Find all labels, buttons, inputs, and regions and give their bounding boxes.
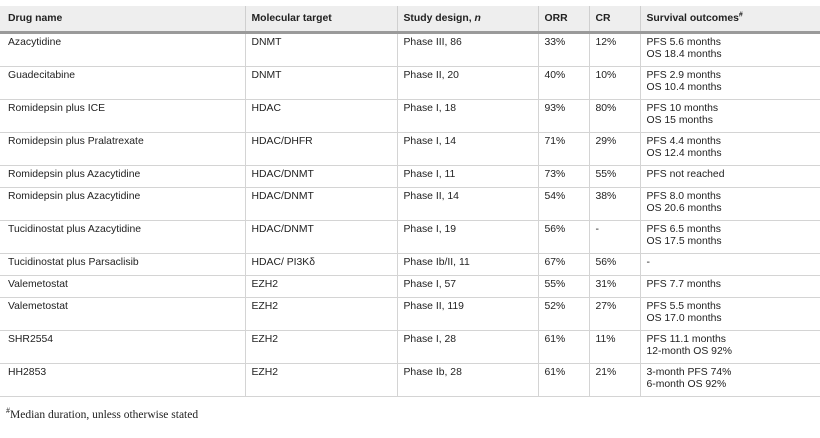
cell-orr: 71%	[538, 133, 589, 166]
survival-line-1: PFS 5.5 months	[646, 301, 722, 312]
cell-orr: 56%	[538, 221, 589, 254]
table-row	[0, 67, 820, 100]
survival-line-1: PFS 11.1 months	[646, 334, 727, 345]
cell-target: HDAC/ PI3Kδ	[245, 254, 397, 276]
cell-cr: 10%	[589, 67, 640, 100]
cell-design: Phase III, 86	[397, 33, 538, 67]
table-row	[0, 133, 820, 166]
cell-design: Phase I, 57	[397, 276, 538, 298]
header-study-design	[397, 6, 538, 33]
cell-survival	[640, 188, 820, 221]
cell-survival	[640, 276, 820, 298]
survival-line-2: OS 20.6 months	[646, 203, 722, 214]
cell-survival	[640, 166, 820, 188]
cell-survival	[640, 331, 820, 364]
survival-line-2: OS 10.4 months	[646, 82, 722, 93]
cell-cr: -	[589, 221, 640, 254]
cell-survival	[640, 67, 820, 100]
survival-line-1: PFS 4.4 months	[646, 136, 722, 147]
cell-orr: 55%	[538, 276, 589, 298]
cell-orr: 67%	[538, 254, 589, 276]
cell-cr: 11%	[589, 331, 640, 364]
cell-design: Phase I, 19	[397, 221, 538, 254]
survival-line-1: PFS 10 months	[646, 103, 719, 114]
table-row	[0, 33, 820, 67]
table-footnote	[6, 406, 198, 421]
table-header-row	[0, 6, 820, 33]
survival-line-1: -	[646, 257, 650, 268]
survival-line-2: OS 17.5 months	[646, 236, 722, 247]
header-study-design-n: n	[474, 13, 481, 24]
cell-design: Phase I, 14	[397, 133, 538, 166]
cell-target: DNMT	[245, 67, 397, 100]
cell-orr: 54%	[538, 188, 589, 221]
cell-design: Phase I, 18	[397, 100, 538, 133]
table-row	[0, 298, 820, 331]
cell-drug: Valemetostat	[0, 276, 245, 298]
cell-orr: 61%	[538, 331, 589, 364]
cell-drug: Romidepsin plus Azacytidine	[0, 166, 245, 188]
cell-cr: 27%	[589, 298, 640, 331]
survival-line-1: PFS not reached	[646, 169, 725, 180]
cell-design: Phase Ib, 28	[397, 364, 538, 397]
survival-line-1: PFS 7.7 months	[646, 279, 722, 290]
cell-target: EZH2	[245, 276, 397, 298]
cell-drug: Tucidinostat plus Azacytidine	[0, 221, 245, 254]
cell-drug: Guadecitabine	[0, 67, 245, 100]
table-body	[0, 33, 820, 397]
cell-design: Phase II, 20	[397, 67, 538, 100]
drug-outcomes-table	[0, 6, 820, 397]
cell-survival	[640, 33, 820, 67]
cell-drug: Tucidinostat plus Parsaclisib	[0, 254, 245, 276]
cell-target: EZH2	[245, 298, 397, 331]
header-survival-outcomes-label: Survival outcomes	[646, 13, 739, 24]
survival-line-1: 3-month PFS 74%	[646, 367, 732, 378]
footnote-mark: #	[6, 406, 10, 415]
cell-cr: 31%	[589, 276, 640, 298]
table-row	[0, 188, 820, 221]
cell-drug: SHR2554	[0, 331, 245, 364]
survival-line-2: OS 15 months	[646, 115, 713, 126]
cell-target: HDAC/DNMT	[245, 166, 397, 188]
cell-orr: 33%	[538, 33, 589, 67]
header-cr: CR	[589, 6, 640, 33]
cell-orr: 93%	[538, 100, 589, 133]
cell-cr: 80%	[589, 100, 640, 133]
cell-target: EZH2	[245, 331, 397, 364]
cell-target: HDAC/DHFR	[245, 133, 397, 166]
cell-survival	[640, 364, 820, 397]
table-row	[0, 166, 820, 188]
cell-cr: 38%	[589, 188, 640, 221]
cell-drug: Valemetostat	[0, 298, 245, 331]
survival-line-2: 12-month OS 92%	[646, 346, 732, 357]
header-orr: ORR	[538, 6, 589, 33]
cell-design: Phase Ib/II, 11	[397, 254, 538, 276]
cell-orr: 73%	[538, 166, 589, 188]
header-drug-name: Drug name	[0, 6, 245, 33]
data-table-container	[0, 6, 820, 397]
survival-line-1: PFS 6.5 months	[646, 224, 722, 235]
survival-line-2: OS 18.4 months	[646, 49, 722, 60]
cell-survival	[640, 100, 820, 133]
survival-line-1: PFS 8.0 months	[646, 191, 722, 202]
cell-survival	[640, 221, 820, 254]
cell-cr: 55%	[589, 166, 640, 188]
cell-target: EZH2	[245, 364, 397, 397]
survival-line-2: 6-month OS 92%	[646, 379, 727, 390]
cell-survival	[640, 133, 820, 166]
table-row	[0, 364, 820, 397]
cell-target: DNMT	[245, 33, 397, 67]
cell-orr: 61%	[538, 364, 589, 397]
header-molecular-target: Molecular target	[245, 6, 397, 33]
cell-drug: HH2853	[0, 364, 245, 397]
cell-design: Phase II, 119	[397, 298, 538, 331]
header-survival-footnote-mark: #	[738, 11, 743, 19]
cell-design: Phase I, 28	[397, 331, 538, 364]
cell-cr: 56%	[589, 254, 640, 276]
table-row	[0, 100, 820, 133]
header-study-design-label: Study design,	[403, 13, 475, 24]
cell-drug: Romidepsin plus ICE	[0, 100, 245, 133]
header-survival-outcomes	[640, 6, 820, 33]
table-row	[0, 221, 820, 254]
cell-drug: Romidepsin plus Azacytidine	[0, 188, 245, 221]
cell-design: Phase II, 14	[397, 188, 538, 221]
footnote-text: Median duration, unless otherwise stated	[10, 408, 199, 421]
cell-target: HDAC/DNMT	[245, 221, 397, 254]
survival-line-1: PFS 2.9 months	[646, 70, 722, 81]
table-row	[0, 254, 820, 276]
cell-target: HDAC/DNMT	[245, 188, 397, 221]
survival-line-2: OS 12.4 months	[646, 148, 722, 159]
cell-cr: 29%	[589, 133, 640, 166]
cell-survival	[640, 298, 820, 331]
cell-design: Phase I, 11	[397, 166, 538, 188]
cell-survival	[640, 254, 820, 276]
cell-orr: 52%	[538, 298, 589, 331]
cell-orr: 40%	[538, 67, 589, 100]
cell-target: HDAC	[245, 100, 397, 133]
cell-drug: Romidepsin plus Pralatrexate	[0, 133, 245, 166]
cell-cr: 21%	[589, 364, 640, 397]
survival-line-1: PFS 5.6 months	[646, 37, 722, 48]
table-row	[0, 276, 820, 298]
table-row	[0, 331, 820, 364]
cell-drug: Azacytidine	[0, 33, 245, 67]
survival-line-2: OS 17.0 months	[646, 313, 722, 324]
cell-cr: 12%	[589, 33, 640, 67]
